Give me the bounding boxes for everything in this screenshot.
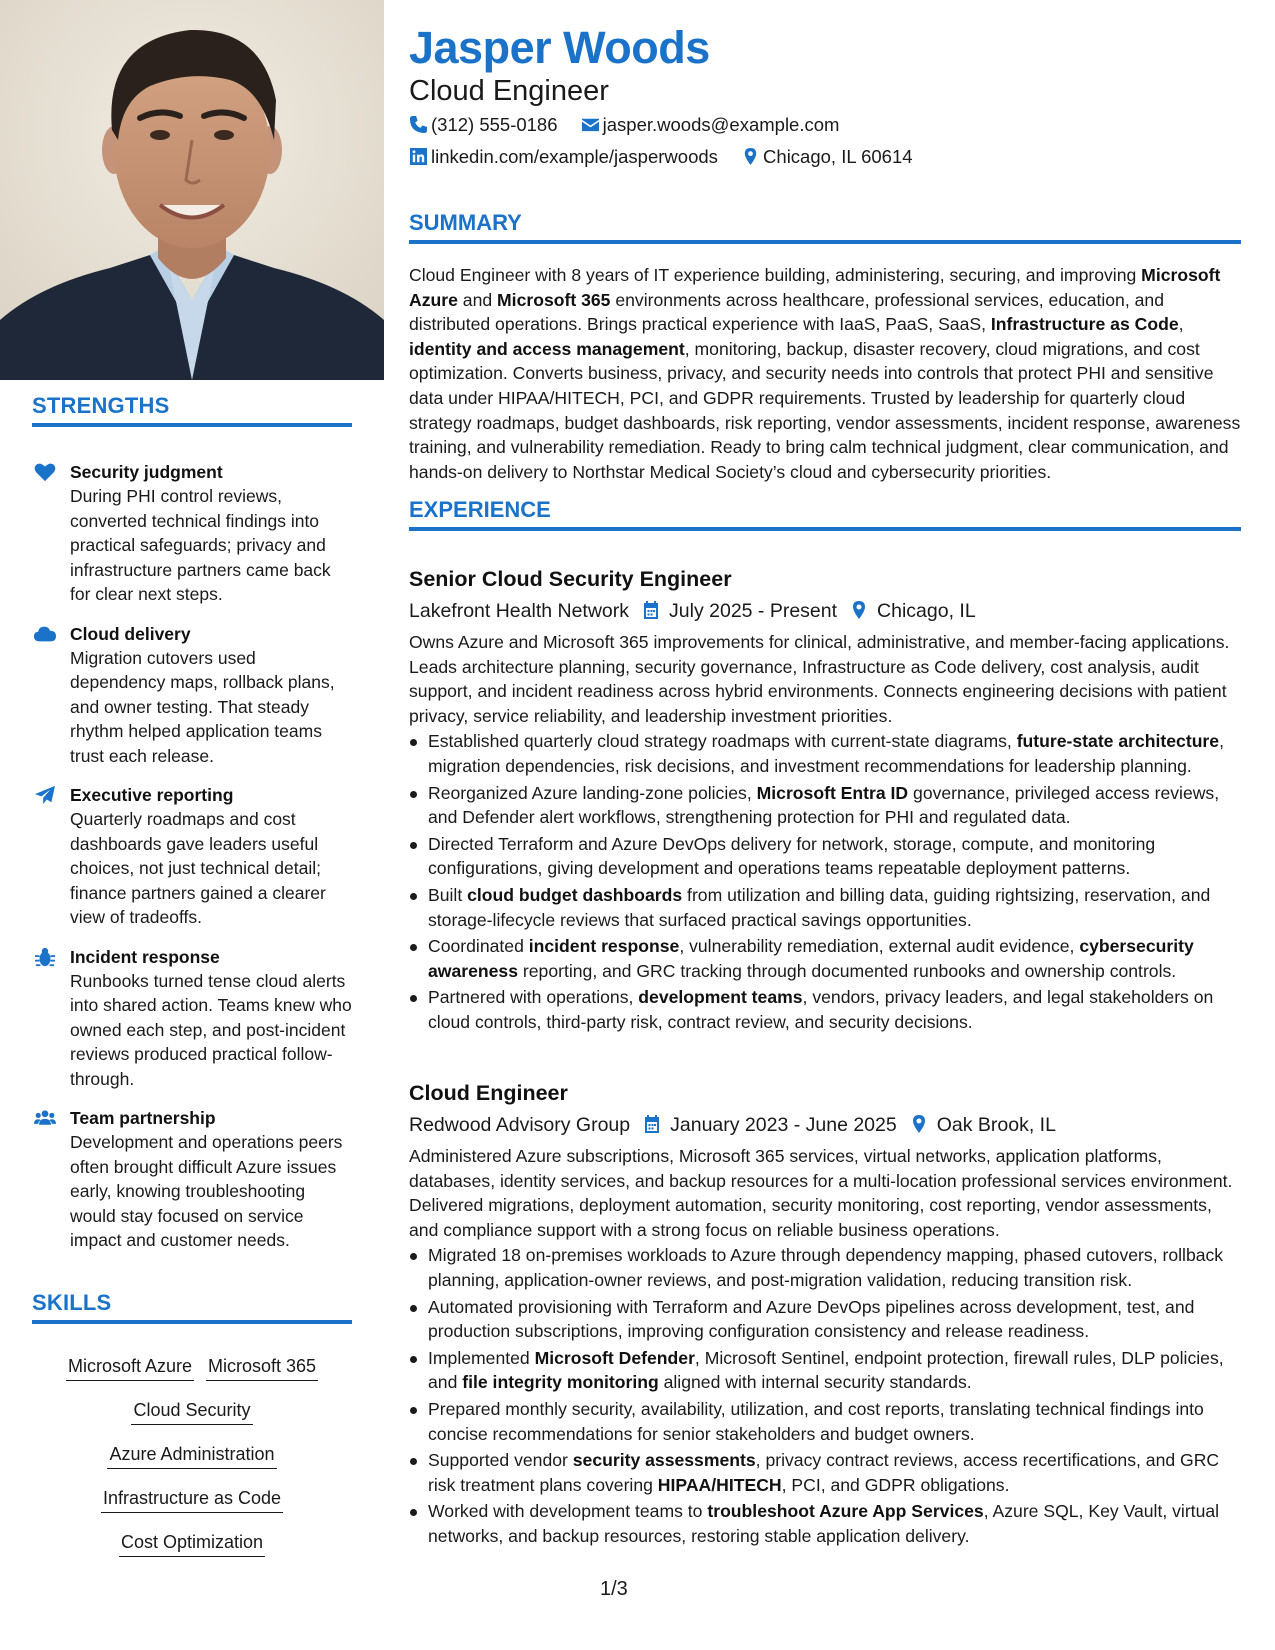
skills-list	[32, 1354, 352, 1574]
job-bullet: Worked with development teams to troubleshoot Azure App Services, Azure SQL, Key Vault, virtual networks, and backup resources, restoring stable application delivery.	[409, 1499, 1241, 1548]
strength-title: Security judgment	[70, 462, 223, 482]
paper-plane-icon	[34, 785, 56, 805]
strength-item	[32, 1106, 352, 1253]
experience-heading: EXPERIENCE	[409, 497, 1241, 531]
strength-description: Development and operations peers often brought difficult Azure issues early, knowing troubleshooting would stay focused on service impact and customer needs.	[70, 1132, 343, 1250]
candidate-title: Cloud Engineer	[409, 75, 609, 107]
heart-icon	[34, 462, 56, 482]
job-description: Administered Azure subscriptions, Microsoft 365 services, virtual networks, application platforms, databases, identity services, and backup resources for a multi-location professional services environment. Delivered migrations, deployment automation, security monitoring, cost reporting, vendor assessments, and compliance support with a strong focus on reliable business operations.	[409, 1146, 1233, 1240]
skill-tag: Cost Optimization	[119, 1530, 265, 1557]
phone-icon	[409, 115, 428, 134]
job-role: Senior Cloud Security Engineer	[409, 567, 732, 591]
job-company: Lakefront Health Network	[409, 600, 630, 622]
location-contact	[741, 146, 912, 167]
strength-description: Quarterly roadmaps and cost dashboards gave leaders useful choices, not just technical detail; finance partners gained a clearer view of tradeoffs.	[70, 809, 326, 927]
job-bullet: Partnered with operations, development teams, vendors, privacy leaders, and legal stakeholders on cloud controls, third-party risk, contract review, and security decisions.	[409, 985, 1241, 1034]
page-number: 1/3	[600, 1578, 628, 1600]
strength-title: Cloud delivery	[70, 623, 191, 644]
strength-title: Team partnership	[70, 1108, 216, 1128]
strengths-list	[32, 460, 352, 1268]
strength-description: Migration cutovers used dependency maps, rollback plans, and owner testing. That steady rhythm helped application teams trust each release.	[70, 647, 335, 766]
left-column	[0, 0, 384, 1650]
skill-tag: Microsoft 365	[206, 1354, 318, 1381]
email-contact[interactable]	[581, 114, 840, 135]
strength-description: Runbooks turned tense cloud alerts into shared action. Teams knew who owned each step, and post-incident reviews produced practical follow-through.	[70, 970, 352, 1089]
strength-description: During PHI control reviews, converted technical findings into practical safeguards; privacy and infrastructure partners came back for clear next steps.	[70, 486, 331, 604]
calendar-icon	[642, 1114, 662, 1134]
job-bullet: Coordinated incident response, vulnerability remediation, external audit evidence, cybersecurity awareness reporting, and GRC tracking through documented runbooks and ownership controls.	[409, 934, 1241, 983]
job-bullet: Supported vendor security assessments, privacy contract reviews, access recertifications, and GRC risk treatment plans covering HIPAA/HITECH, PCI, and GDPR obligations.	[409, 1448, 1241, 1497]
phone-text: (312) 555-0186	[431, 114, 558, 135]
strength-title: Incident response	[70, 946, 220, 967]
job-bullets	[409, 1243, 1241, 1548]
strengths-heading: STRENGTHS	[32, 393, 352, 427]
job-description: Owns Azure and Microsoft 365 improvements for clinical, administrative, and member-facing applications. Leads architecture planning, security governance, Infrastructure as Code delivery, cost analysis, audit support, and incident readiness across hybrid environments. Connects engineering decisions with patient privacy, service reliability, and leadership investment priorities.	[409, 632, 1230, 726]
skill-tag: Microsoft Azure	[66, 1354, 194, 1381]
job-company: Redwood Advisory Group	[409, 1114, 631, 1136]
contact-row-1	[409, 112, 857, 138]
summary-heading: SUMMARY	[409, 210, 1241, 244]
job-bullet: Directed Terraform and Azure DevOps delivery for network, storage, compute, and monitoring configurations, giving development and operations teams repeatable deployment patterns.	[409, 832, 1241, 881]
job-bullet: Reorganized Azure landing-zone policies, Microsoft Entra ID governance, privileged access reviews, and Defender alert workflows, strengthening protection for PHI and regulated data.	[409, 781, 1241, 830]
job-bullet: Migrated 18 on-premises workloads to Azure through dependency mapping, phased cutovers, rollback planning, application-owner reviews, and post-migration validation, reducing transition risk.	[409, 1243, 1241, 1292]
job-location: Oak Brook, IL	[936, 1114, 1056, 1136]
job-bullet: Prepared monthly security, availability, utilization, and cost reports, translating technical findings into concise recommendations for senior stakeholders and budget owners.	[409, 1397, 1241, 1446]
linkedin-contact[interactable]	[409, 146, 723, 167]
linkedin-icon	[409, 147, 428, 166]
location-text: Chicago, IL 60614	[763, 146, 913, 167]
bug-icon	[34, 947, 56, 967]
job-bullets	[409, 729, 1241, 1034]
skills-heading: SKILLS	[32, 1290, 352, 1324]
map-pin-icon	[741, 147, 760, 166]
map-pin-icon	[909, 1114, 929, 1134]
job-bullet: Built cloud budget dashboards from utilization and billing data, guiding rightsizing, reservation, and storage-lifecycle reviews that surfaced practical savings opportunities.	[409, 883, 1241, 932]
strength-item	[32, 622, 352, 769]
skill-tag: Cloud Security	[131, 1398, 252, 1425]
job-dates: January 2023 - June 2025	[670, 1114, 897, 1136]
strength-item	[32, 460, 352, 607]
summary-text: Cloud Engineer with 8 years of IT experience building, administering, securing, and improving Microsoft Azure and Microsoft 365 environments across healthcare, professional services, education, and distributed operations. Brings practical experience with IaaS, PaaS, SaaS, Infrastructure as Code, identity and access management, monitoring, backup, disaster recovery, cloud migrations, and cost optimization. Converts business, privacy, and security needs into controls that protect PHI and sensitive data under HIPAA/HITECH, PCI, and GDPR requirements. Trusted by leadership for quarterly cloud strategy roadmaps, budget dashboards, risk reporting, vendor assessments, incident response, awareness training, and vulnerability remediation. Ready to bring calm technical judgment, clear communication, and hands-on delivery to Northstar Medical Society’s cloud and cybersecurity priorities.	[409, 265, 1241, 482]
strength-item	[32, 945, 352, 1092]
strength-item	[32, 783, 352, 930]
profile-photo	[0, 0, 384, 380]
contact-row-2	[409, 144, 931, 170]
job-entry	[409, 564, 1241, 1037]
job-entry	[409, 1078, 1241, 1551]
job-dates: July 2025 - Present	[669, 600, 838, 622]
cloud-icon	[34, 624, 56, 644]
skill-tag: Infrastructure as Code	[101, 1486, 283, 1513]
linkedin-text: linkedin.com/example/jasperwoods	[431, 146, 718, 167]
users-icon	[34, 1108, 56, 1128]
candidate-name: Jasper Woods	[409, 22, 710, 73]
map-pin-icon	[849, 600, 869, 620]
job-bullet: Implemented Microsoft Defender, Microsoft Sentinel, endpoint protection, firewall rules, DLP policies, and file integrity monitoring aligned with internal security standards.	[409, 1346, 1241, 1395]
job-bullet: Established quarterly cloud strategy roadmaps with current-state diagrams, future-state architecture, migration dependencies, risk decisions, and investment recommendations for leadership planning.	[409, 729, 1241, 778]
skill-tag: Azure Administration	[107, 1442, 276, 1469]
job-role: Cloud Engineer	[409, 1081, 568, 1105]
phone-contact[interactable]	[409, 114, 563, 135]
envelope-icon	[581, 115, 600, 134]
job-bullet: Automated provisioning with Terraform and Azure DevOps pipelines across development, test, and production subscriptions, improving configuration consistency and release readiness.	[409, 1295, 1241, 1344]
job-meta	[409, 596, 1241, 626]
strength-title: Executive reporting	[70, 785, 234, 805]
calendar-icon	[641, 600, 661, 620]
job-location: Chicago, IL	[877, 600, 976, 622]
job-meta	[409, 1110, 1241, 1140]
email-text: jasper.woods@example.com	[602, 114, 840, 135]
